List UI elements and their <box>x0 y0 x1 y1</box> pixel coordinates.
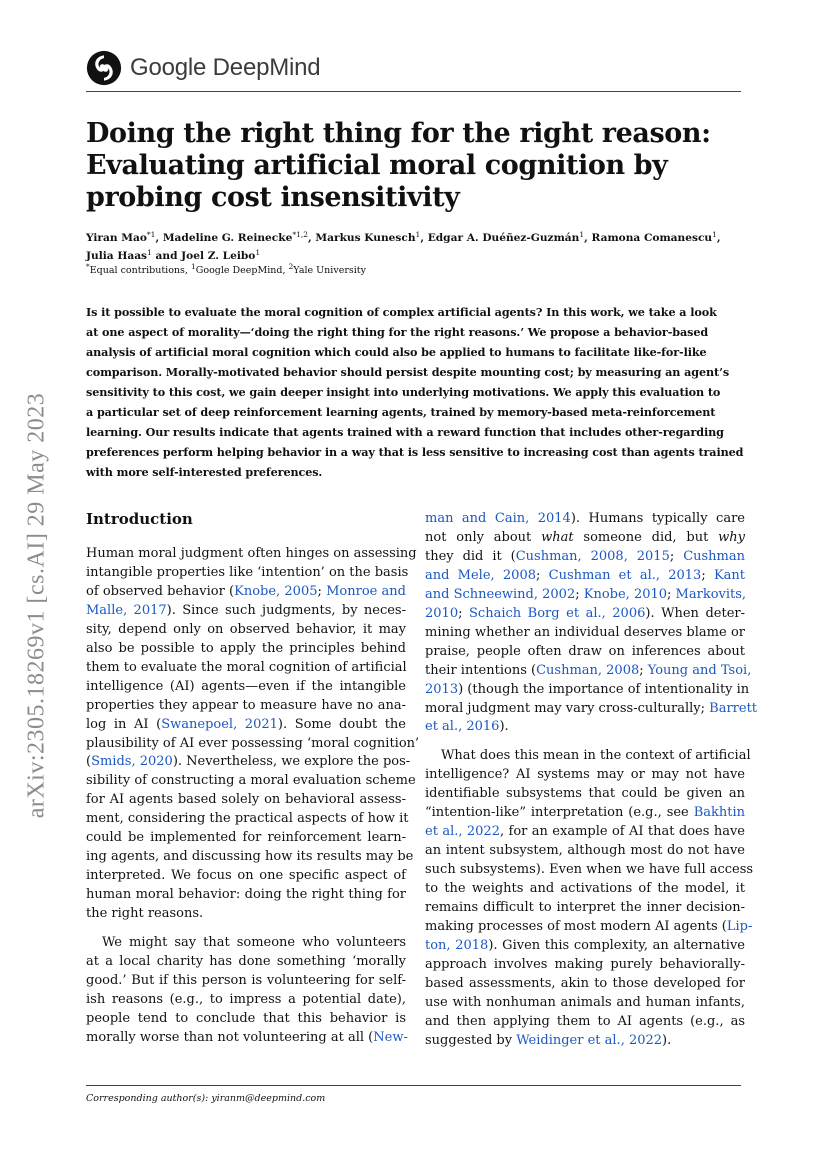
author-name: Edgar A. Duéñez-Guzmán <box>427 232 580 244</box>
title-line: Evaluating artificial moral cognition by <box>86 150 668 181</box>
text-line <box>425 1013 745 1032</box>
citation-link[interactable]: Knobe, 2010 <box>583 586 668 602</box>
body-text: log in AI ( <box>86 716 162 732</box>
body-text: moral judgment may vary cross-culturally; <box>425 700 710 716</box>
text-line <box>425 586 745 605</box>
body-text: plausibility of AI ever possessing ‘moral cognition’ <box>86 735 420 751</box>
text-line <box>86 564 409 583</box>
paragraph-gap <box>425 737 745 747</box>
citation-link[interactable]: Schaich Borg et al., 2006 <box>469 605 646 621</box>
abstract-line: a particular set of deep reinforcement learning agents, trained by memory-based meta-reinforcement <box>86 405 716 419</box>
citation-link[interactable]: Kant <box>713 567 746 583</box>
text-line <box>425 861 754 880</box>
citation-link[interactable]: 2013 <box>425 681 459 697</box>
body-text: at a local charity has done something ‘morally <box>86 954 406 970</box>
author-name: Julia Haas <box>86 250 148 262</box>
text-line <box>425 975 745 994</box>
affiliation-mark: 1 <box>579 230 585 239</box>
body-text: We might say that someone who volunteers <box>102 935 406 951</box>
body-text: ). Given this complexity, an alternative <box>488 937 745 953</box>
text-line <box>86 697 406 716</box>
paragraph-gap <box>86 924 406 934</box>
text-line <box>86 545 417 564</box>
text-line <box>86 602 406 621</box>
body-text: ). Nevertheless, we explore the pos- <box>172 754 411 770</box>
body-text: ; <box>639 662 648 678</box>
section-heading-introduction: Introduction <box>86 510 193 528</box>
body-text: suggested by <box>425 1032 517 1048</box>
brand-name: Google DeepMind <box>130 54 321 81</box>
body-text: also be possible to apply the principles behind <box>86 640 406 656</box>
body-text: for AI agents based solely on behavioral assess- <box>86 792 406 808</box>
citation-link[interactable]: Knobe, 2005 <box>234 583 318 599</box>
body-text: ing agents, and discussing how its results may be <box>86 849 414 865</box>
body-text: human moral behavior: doing the right thing for <box>86 887 406 903</box>
text-line <box>86 735 420 754</box>
affiliation-text: Google DeepMind, <box>195 265 289 276</box>
citation-link[interactable]: Cushman <box>683 548 746 564</box>
abstract-line: learning. Our results indicate that agents trained with a reward function that includes other-regarding <box>86 425 724 439</box>
body-text: based assessments, akin to those developed for <box>425 975 745 991</box>
body-text: interpreted. We focus on one specific aspect of <box>86 868 406 884</box>
body-text: them to evaluate the moral cognition of artificial <box>86 659 407 675</box>
body-text: ). Since such judgments, by neces- <box>166 602 406 618</box>
body-text: ). Humans typically care <box>570 511 745 526</box>
body-text: not only about <box>425 529 542 545</box>
text-line <box>86 583 406 602</box>
body-text: ; <box>667 586 676 602</box>
affiliation-mark: 1 <box>147 248 152 257</box>
text-line <box>86 867 406 886</box>
abstract-line: analysis of artificial moral cognition which could also be applied to humans to facilitate like-for-like <box>86 345 707 359</box>
emphasis-text: what <box>541 529 574 545</box>
body-text: intelligence? AI systems may or may not have <box>425 767 745 783</box>
body-text: use with nonhuman animals and human infants, <box>425 994 745 1010</box>
text-line <box>425 624 745 643</box>
text-line <box>86 810 409 829</box>
citation-link[interactable]: Lip- <box>726 919 753 935</box>
author-list <box>86 229 746 265</box>
body-text: What does this mean in the context of artificial <box>441 748 751 764</box>
body-text: of observed behavior ( <box>86 583 235 599</box>
text-line <box>425 529 745 548</box>
paper-title <box>86 118 726 214</box>
citation-link[interactable]: and Mele, 2008 <box>425 567 536 583</box>
text-line <box>425 766 745 785</box>
header-divider <box>86 91 741 92</box>
body-text: their intentions ( <box>425 662 537 678</box>
citation-link[interactable]: 2010 <box>425 605 459 621</box>
citation-link[interactable]: Swanepoel, 2021 <box>161 716 278 732</box>
abstract-line: with more self-interested preferences. <box>86 465 323 479</box>
affiliation-mark: 1 <box>190 262 196 271</box>
body-text: good.’ But if this person is volunteering for self- <box>86 972 406 988</box>
arxiv-identifier <box>22 365 52 845</box>
text-line <box>86 772 416 791</box>
affiliation-mark: 2 <box>288 262 294 271</box>
body-text: identifiable subsystems that could be given an <box>425 786 745 802</box>
citation-link[interactable]: Markovits, <box>675 586 747 602</box>
affiliation-mark: 1 <box>255 248 261 257</box>
text-line <box>425 747 751 766</box>
text-line <box>425 880 745 899</box>
body-text: morally worse than not volunteering at all ( <box>86 1029 374 1045</box>
author-line: Julia Haas$^1$ and Joel Z. Leibo$^1$ <box>86 248 261 262</box>
text-line <box>86 1010 406 1029</box>
deepmind-swirl-icon <box>86 50 122 86</box>
citation-link[interactable]: Cushman, 2008, 2015 <box>515 548 670 564</box>
citation-link[interactable]: et al., 2016 <box>425 719 500 735</box>
affiliation-mark: * <box>86 262 90 271</box>
body-text: ). When deter- <box>645 605 745 621</box>
text-line <box>86 934 406 953</box>
citation-link[interactable]: Barrett <box>709 700 758 716</box>
text-line <box>425 785 745 804</box>
text-line <box>425 510 745 529</box>
citation-link[interactable]: Cushman, 2008 <box>536 662 640 678</box>
body-text: intangible properties like ‘intention’ on the basis <box>86 564 409 580</box>
citation-link[interactable]: and Schneewind, 2002 <box>425 586 576 602</box>
body-text: ; <box>701 567 714 583</box>
right-column <box>425 510 758 1051</box>
abstract-line: at one aspect of morality—‘doing the right thing for the right reasons.’ We propose a behavior-based <box>86 325 709 339</box>
text-line <box>425 548 745 567</box>
affiliation-text: Equal contributions, <box>89 265 191 276</box>
text-line <box>425 918 753 937</box>
left-column <box>86 545 420 1048</box>
citation-link[interactable]: Cushman et al., 2013 <box>548 567 702 583</box>
affiliation-mark: *1,2 <box>292 230 309 239</box>
text-line <box>425 956 745 975</box>
text-line <box>425 700 758 719</box>
body-text: someone did, but <box>573 529 719 545</box>
text-line <box>86 1029 406 1048</box>
title-line: probing cost insensitivity <box>86 182 460 213</box>
title-line: Doing the right thing for the right reason: <box>86 118 711 149</box>
author-name: Ramona Comanescu <box>591 232 713 244</box>
author-name: Markus Kunesch <box>315 232 416 244</box>
text-line <box>425 681 750 700</box>
body-text: making processes of most modern AI agents ( <box>425 919 727 935</box>
body-text: ; <box>458 605 470 621</box>
body-text: ; <box>536 567 549 583</box>
body-text: properties they appear to measure have no ana- <box>86 697 406 713</box>
author-name: Joel Z. Leibo <box>181 250 256 262</box>
body-text: approach involves making purely behaviorally- <box>425 956 745 972</box>
text-line <box>86 753 411 772</box>
deepmind-logo <box>86 48 320 88</box>
text-line <box>425 937 745 956</box>
body-text: people tend to conclude that this behavior is <box>86 1010 406 1026</box>
citation-link[interactable]: New- <box>373 1029 408 1045</box>
text-line <box>425 605 745 624</box>
text-line <box>425 842 745 861</box>
abstract-line: comparison. Morally-motivated behavior should persist despite mounting cost; by measuring an agent’s <box>86 365 730 379</box>
affiliation-mark: 1 <box>712 230 717 239</box>
text-line <box>425 1032 745 1051</box>
text-line <box>86 621 406 640</box>
body-text: ). Some doubt the <box>277 716 406 732</box>
body-text: ( <box>86 754 92 770</box>
text-line <box>86 829 406 848</box>
text-line <box>425 718 745 737</box>
author-name: Madeline G. Reinecke <box>162 232 293 244</box>
body-text: intelligence (AI) agents—even if the intangible <box>86 678 406 694</box>
abstract-line: preferences perform helping behavior in a way that is less sensitive to increasing cost than agents trained <box>86 445 744 459</box>
affiliation-mark: *1 <box>146 230 156 239</box>
citation-link[interactable]: man and Cain, 2014 <box>425 511 571 526</box>
body-text: ) (though the importance of intentionality in <box>458 681 750 697</box>
text-line <box>425 567 745 586</box>
text-line <box>425 643 745 662</box>
text-line <box>86 640 406 659</box>
body-text: to the weights and activations of the model, it <box>425 881 745 897</box>
body-text: sity, depend only on observed behavior, it may <box>86 621 406 637</box>
body-text: Human moral judgment often hinges on assessing <box>86 546 417 561</box>
affiliation-mark: 1 <box>415 230 421 239</box>
abstract-line: Is it possible to evaluate the moral cognition of complex artificial agents? In this work, we take a look <box>86 305 717 319</box>
text-line <box>86 905 406 924</box>
text-line <box>86 716 406 735</box>
citation-link[interactable]: Young and Tsoi, <box>647 662 752 678</box>
body-text: such subsystems). Even when we have full access <box>425 862 754 878</box>
body-text: mining whether an individual deserves blame or <box>425 624 745 640</box>
citation-link[interactable]: ton, 2018 <box>425 937 489 953</box>
text-line <box>425 823 745 842</box>
body-text: ; <box>669 548 684 564</box>
body-text: ment, considering the practical aspects of how it <box>86 811 409 827</box>
citation-link[interactable]: Smids, 2020 <box>91 754 173 770</box>
text-line <box>425 899 745 918</box>
body-text: sibility of constructing a moral evaluation scheme <box>86 773 416 789</box>
text-line <box>86 848 414 867</box>
abstract-line: sensitivity to this cost, we gain deeper insight into underlying motivations. We apply this evaluation to <box>86 385 721 399</box>
text-line <box>425 994 745 1013</box>
citation-link[interactable]: Monroe and <box>326 583 406 599</box>
footer-divider <box>86 1085 741 1086</box>
text-line <box>425 662 752 681</box>
body-text: praise, people often draw on inferences about <box>425 643 745 659</box>
citation-link[interactable]: Bakhtin <box>693 805 745 821</box>
body-text: an intent subsystem, although most do not have <box>425 843 745 859</box>
citation-link[interactable]: et al., 2022 <box>425 824 500 840</box>
abstract <box>86 302 746 482</box>
body-text: , for an example of AI that does have <box>499 824 745 840</box>
body-text: ). <box>499 719 509 735</box>
author-name: Yiran Mao <box>86 232 147 244</box>
text-line <box>86 886 406 905</box>
author-line: Yiran Mao$^{*1}$, Madeline G. Reinecke$^{*1,2}$, Markus Kunesch$^1$, Edgar A. Duéñez-Guzmán$^1$, Ramona Comanescu$^1$, <box>86 230 721 244</box>
body-text: “intention-like” interpretation (e.g., see <box>425 805 694 821</box>
corresponding-author: Corresponding author(s): yiranm@deepmind.com <box>86 1093 326 1104</box>
body-text: ). <box>662 1032 672 1048</box>
body-text: could be implemented for reinforcement learn- <box>86 830 406 846</box>
text-line <box>86 791 406 810</box>
body-text: ; <box>317 583 327 599</box>
text-line <box>86 972 406 991</box>
body-text: ish reasons (e.g., to impress a potential date), <box>86 991 406 1007</box>
affiliation-text: Yale University <box>293 265 366 276</box>
citation-link[interactable]: Weidinger et al., 2022 <box>516 1032 663 1048</box>
body-text: ; <box>575 586 584 602</box>
citation-link[interactable]: Malle, 2017 <box>86 602 167 618</box>
text-line <box>86 678 406 697</box>
body-text: the right reasons. <box>86 906 204 922</box>
arxiv-stamp-text: arXiv:2305.18269v1 [cs.AI] 29 May 2023 <box>23 392 50 818</box>
text-line <box>86 991 406 1010</box>
body-text: they did it ( <box>425 548 516 564</box>
text-line <box>86 953 406 972</box>
affiliations <box>86 264 366 278</box>
text-line <box>86 659 406 678</box>
body-text: remains difficult to interpret the inner decision- <box>425 900 745 916</box>
body-text: and then applying them to AI agents (e.g., as <box>425 1013 745 1029</box>
text-line <box>425 804 745 823</box>
emphasis-text: why <box>718 529 745 545</box>
